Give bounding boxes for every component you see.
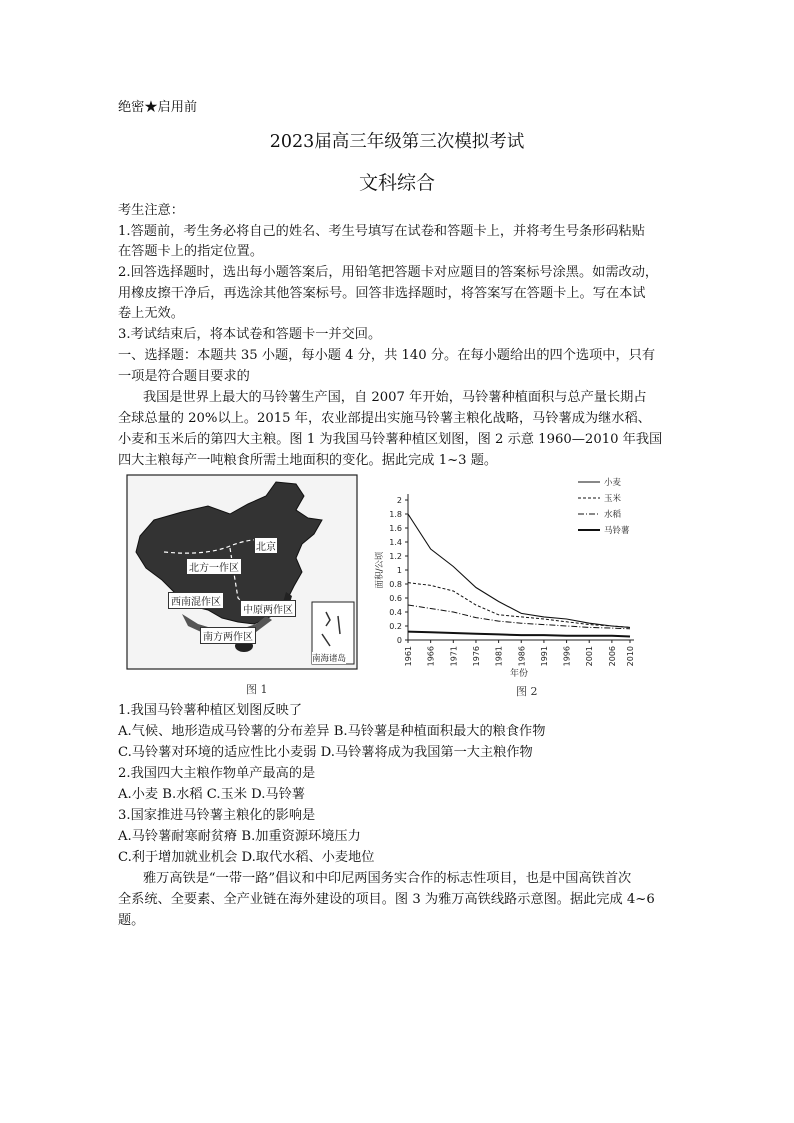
passage-line: 题。: [118, 913, 145, 928]
y-tick-label: 0: [396, 636, 402, 645]
y-tick-label: 1.2: [389, 552, 402, 561]
question-options: A.马铃薯耐寒耐贫瘠 B.加重资源环境压力: [118, 829, 361, 844]
y-tick-label: 0.4: [389, 608, 402, 617]
figure-1-caption: 图 1: [246, 683, 268, 696]
figure-2-caption: 图 2: [516, 685, 538, 698]
y-tick-label: 0.8: [389, 580, 402, 589]
legend-label-1: 小麦: [604, 478, 622, 488]
question-stem: 2.我国四大主粮作物单产最高的是: [118, 766, 316, 781]
exam-title: 2023届高三年级第三次模拟考试: [269, 132, 525, 152]
x-tick-label: 1961: [404, 646, 413, 667]
label-beijing: 北京: [254, 537, 278, 554]
series-line-4: [408, 632, 630, 637]
y-tick-label: 1.4: [389, 538, 402, 547]
passage-line: 四大主粮每产一吨粮食所需土地面积的变化。据此完成 1~3 题。: [118, 453, 498, 468]
section-heading-cont: 一项是符合题目要求的: [118, 369, 250, 384]
notice-line: 在答题卡上的指定位置。: [118, 244, 264, 259]
figure-1-map: [126, 474, 358, 674]
x-tick-label: 1966: [426, 646, 436, 667]
x-tick-label: 1976: [471, 646, 481, 667]
subject-title: 文科综合: [358, 172, 435, 194]
label-south-china-sea-islands: 南海诸岛: [312, 654, 347, 664]
notice-line: 卷上无效。: [118, 306, 184, 321]
legend-label-3: 水稻: [604, 510, 622, 520]
passage-line: 小麦和玉米后的第四大主粮。图 1 为我国马铃薯种植区划图，图 2 示意 1960—2010 年我国: [118, 432, 663, 447]
notice-line: 1.答题前，考生务必将自己的姓名、考生号填写在试卷和答题卡上，并将考生号条形码粘贴: [118, 224, 645, 239]
chart-svg: [368, 472, 668, 682]
passage-line: 雅万高铁是“一带一路”倡议和中印尼两国务实合作的标志性项目，也是中国高铁首次: [143, 871, 632, 886]
label-central-zone: 中原两作区: [240, 600, 296, 617]
x-tick-label: 1981: [494, 646, 504, 667]
y-tick-label: 2: [396, 496, 402, 505]
x-tick-label: 1991: [539, 646, 549, 667]
notice-line: 用橡皮擦干净后，再选涂其他答案标号。回答非选择题时，将答案写在答题卡上。写在本试: [118, 286, 646, 301]
y-tick-label: 1: [396, 566, 402, 575]
question-options: C.马铃薯对环境的适应性比小麦弱 D.马铃薯将成为我国第一大主粮作物: [118, 745, 533, 760]
question-stem: 3.国家推进马铃薯主粮化的影响是: [118, 808, 316, 823]
passage-line: 我国是世界上最大的马铃薯生产国，自 2007 年开始，马铃薯种植面积与总产量长期占: [143, 390, 647, 405]
y-tick-label: 1.6: [389, 524, 402, 533]
passage-line: 全球总量的 20%以上。2015 年，农业部提出实施马铃薯主粮化战略，马铃薯成为继水稻、: [118, 411, 651, 426]
x-tick-label: 2001: [585, 646, 595, 667]
x-tick-label: 1996: [562, 646, 572, 667]
question-stem: 1.我国马铃薯种植区划图反映了: [118, 703, 303, 718]
x-tick-label: 2006: [607, 646, 617, 667]
question-options: C.利于增加就业机会 D.取代水稻、小麦地位: [118, 850, 375, 865]
y-tick-label: 1.8: [389, 510, 402, 519]
question-options: A.小麦 B.水稻 C.玉米 D.马铃薯: [118, 787, 305, 802]
label-south-zone: 南方两作区: [200, 627, 256, 644]
passage-line: 全系统、全要素、全产业链在海外建设的项目。图 3 为雅万高铁线路示意图。据此完成 4~6: [118, 892, 655, 907]
y-axis-label: 面积/公顷: [375, 551, 385, 589]
section-heading: 一、选择题：本题共 35 小题，每小题 4 分，共 140 分。在每小题给出的四个选项中，只有: [118, 348, 656, 363]
x-tick-label: 1971: [449, 646, 459, 667]
x-tick-label: 1986: [517, 646, 527, 667]
label-north-zone: 北方一作区: [186, 558, 242, 575]
secret-label: 绝密★启用前: [118, 100, 198, 115]
y-tick-label: 0.6: [389, 594, 402, 603]
question-options: A.气候、地形造成马铃薯的分布差异 B.马铃薯是种植面积最大的粮食作物: [118, 724, 546, 739]
figure-2-chart: [368, 472, 668, 686]
notice-line: 3.考试结束后，将本试卷和答题卡一并交回。: [118, 327, 382, 342]
notice-heading: 考生注意：: [118, 203, 184, 218]
legend-label-4: 马铃薯: [604, 526, 630, 536]
series-line-2: [408, 583, 630, 628]
legend-label-2: 玉米: [604, 494, 622, 504]
notice-line: 2.回答选择题时，选出每小题答案后，用铅笔把答题卡对应题目的答案标号涂黑。如需改动，: [118, 265, 659, 280]
y-tick-label: 0.2: [389, 622, 402, 631]
x-axis-label: 年份: [509, 669, 529, 679]
x-tick-label: 2010: [626, 646, 635, 667]
label-southwest-zone: 西南混作区: [168, 592, 224, 609]
